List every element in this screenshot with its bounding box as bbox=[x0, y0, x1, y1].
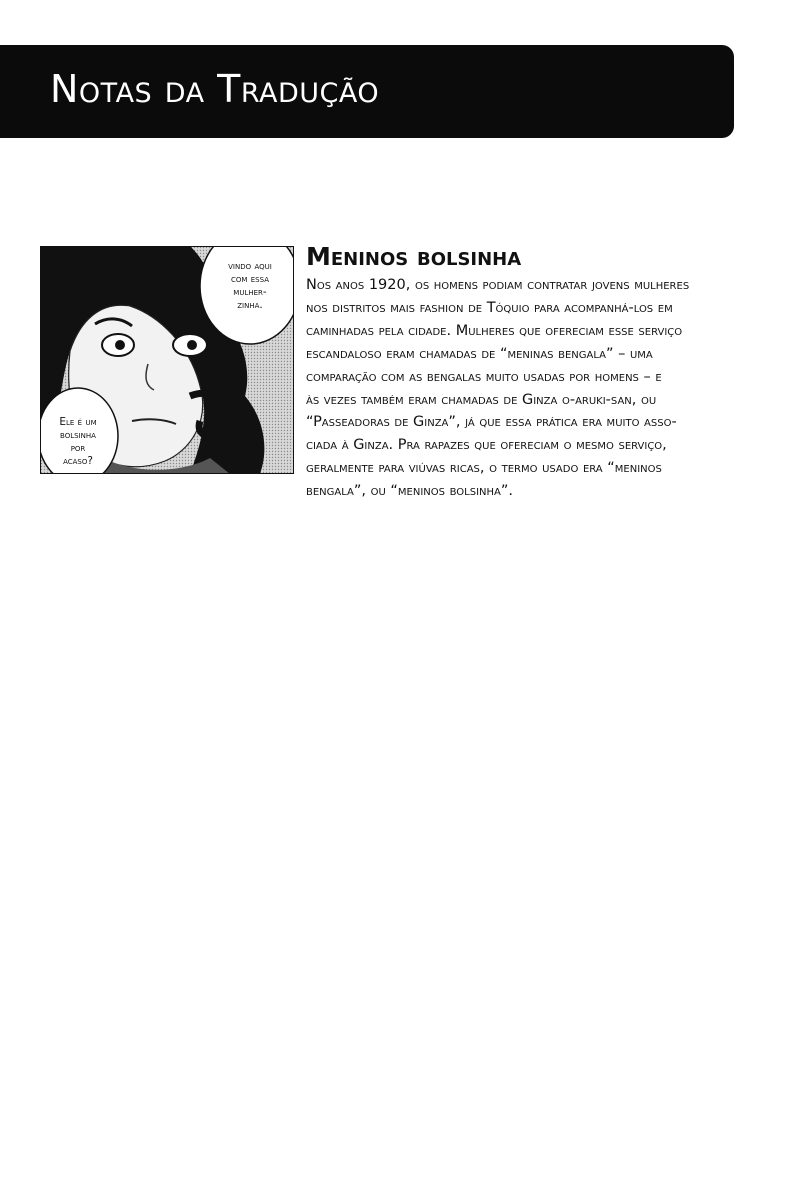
translation-note bbox=[306, 240, 796, 503]
left-pupil bbox=[115, 340, 125, 350]
right-pupil bbox=[187, 340, 197, 350]
header-bar bbox=[0, 45, 734, 138]
note-body: Nos anos 1920, os homens podiam contratar jovens mulheres nos distritos mais fashion de Tóquio para acompanhá-los em caminhadas pela cidade. Mulheres que ofereciam esse serviço escandaloso eram chamadas de “meninas bengala” – uma comparação com as bengalas muito usadas por homens – e às vezes também eram chamadas de Ginza o-aruki-san, ou “Passeadoras de Ginza”, já que essa prática era muito asso- ciada à Ginza. Pra rapazes que ofereciam o mesmo serviço, geralmente para viúvas ricas, o termo usado era “meninos bengala”, ou “meninos bolsinha”. bbox=[306, 277, 690, 500]
manga-panel bbox=[40, 246, 294, 474]
speech-bubble-top-text: vindo aqui com essa mulher- zinha. bbox=[228, 260, 272, 311]
speech-bubble-bottom-text: Ele é um bolsinha por acaso? bbox=[59, 416, 97, 467]
note-title: Meninos bolsinha bbox=[306, 242, 522, 271]
page-title: Notas da Tradução bbox=[50, 67, 380, 111]
